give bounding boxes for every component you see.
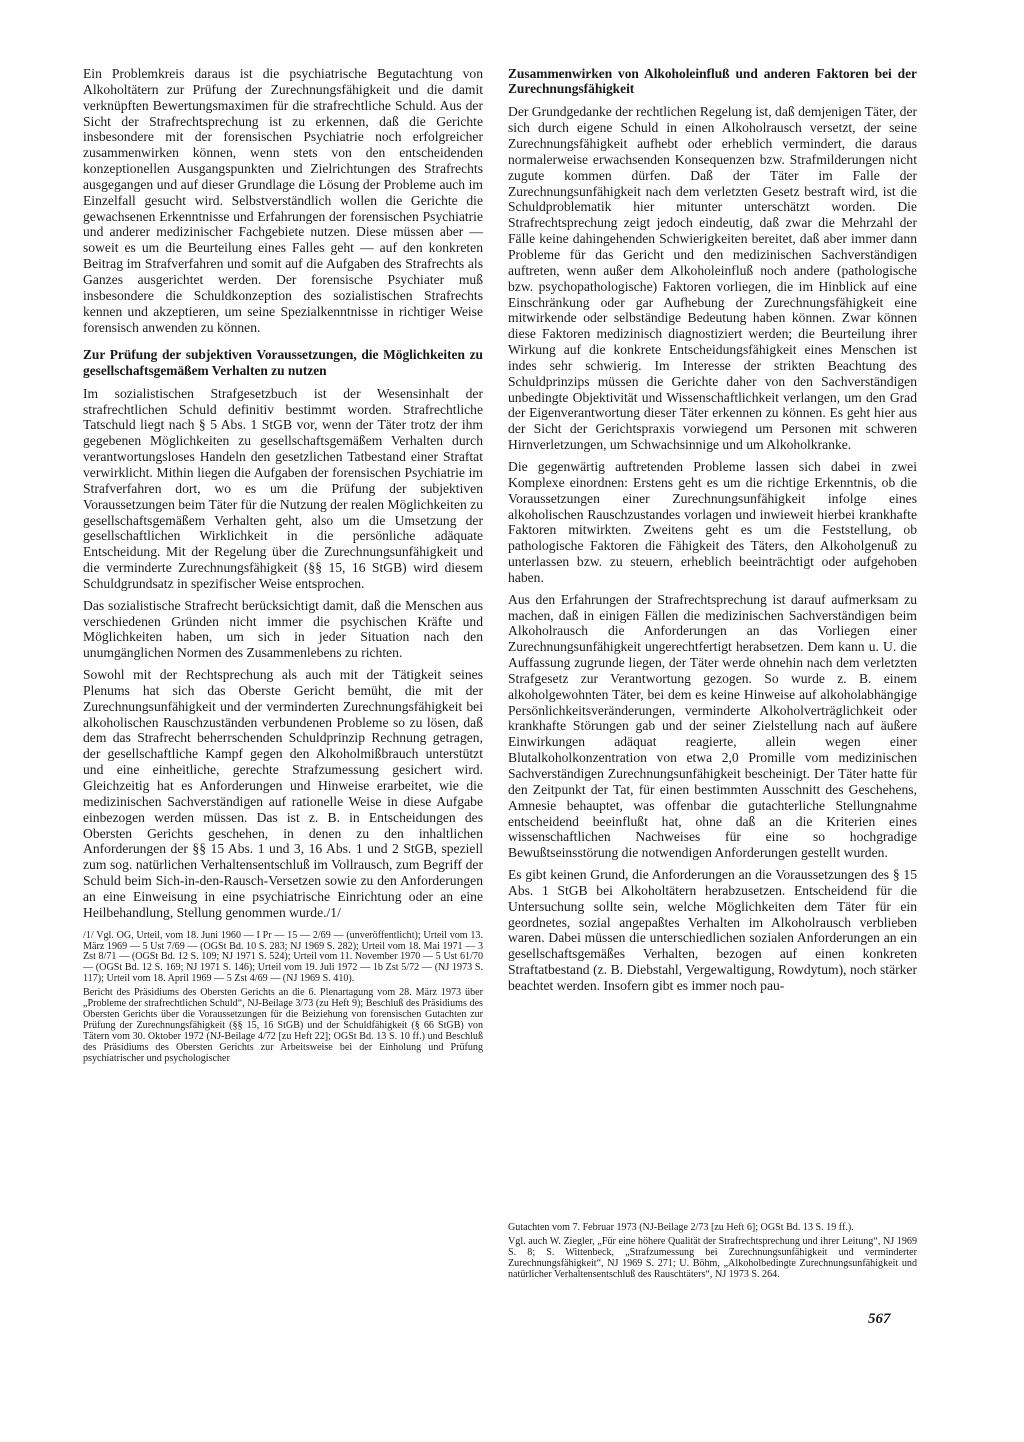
body-paragraph: Der Grundgedanke der rechtlichen Regelung ist, daß demjenigen Täter, der sich durch eigene Schuld in einen Alkoholrausch versetzt, der seine Zurechnungsfähigkeit aufhebt oder erheblich vermindert, die daraus normalerweise erwachsenden Konsequenzen bzw. Strafmilderungen nicht zugute kommen dürfen. Daß der Täter im Falle der Zurechnungsunfähigkeit nach dem verletzten Gesetz bestraft wird, ist die Schuldproblematik hier mitunter unterschätzt worden. Die Strafrechtsprechung zeigt jedoch eindeutig, daß zwar die Mehrzahl der Fälle keine dahingehenden Schwierigkeiten bereitet, daß aber immer dann Probleme für das Gericht und den medizinischen Sachverständigen auftreten, wenn außer dem Alkoholeinfluß noch andere (pathologische bzw. psychopathologische) Faktoren vorliegen, die im Hinblick auf eine Einschränkung oder gar Aufhebung der Zurechnungsfähigkeit eine mitwirkende oder selbständige Bedeutung haben können. Zwar können diese Faktoren medizinisch diagnostiziert werden; die Beurteilung ihrer Wirkung auf die konkrete Entscheidungsfähigkeit eines Menschen ist indes sehr schwierig. Im Interesse der strikten Beachtung des Schuldprinzips müssen die Gerichte daher von den Sachverständigen unbedingte Objektivität und Wissenschaftlichkeit verlangen, um den Grad der Eigenverantwortung dieser Täter erkennen zu können. Es geht hier aus der Sicht der Gerichtspraxis vorwiegend um Personen mit schweren Hirnverletzungen, um Schwachsinnige und um Alkoholkranke.	[508, 104, 917, 453]
section-heading: Zusammenwirken von Alkoholeinfluß und anderen Faktoren bei der Zurechnungsfähigkeit	[508, 66, 917, 97]
right-column	[508, 66, 917, 1000]
left-column	[83, 66, 483, 1067]
footnote: /1/ Vgl. OG, Urteil, vom 18. Juni 1960 — I Pr — 15 — 2/69 — (unveröffentlicht); Urteil vom 13. März 1969 — 5 Ust 7/69 — (OGSt Bd. 10 S. 283; NJ 1969 S. 282); Urteil vom 18. Mai 1971 — 3 Zst 8/71 — (OGSt Bd. 12 S. 109; NJ 1971 S. 524); Urteil vom 11. November 1970 — 5 Ust 61/70 — (OGSt Bd. 12 S. 169; NJ 1971 S. 146); Urteil vom 19. Juli 1972 — 1b Zst 5/72 — (NJ 1973 S. 117); Urteil vom 18. April 1969 — 5 Zst 4/69 — (NJ 1969 S. 410).	[83, 929, 483, 985]
section-heading: Zur Prüfung der subjektiven Voraussetzungen, die Möglichkeiten zu gesellschaftsgemäßem Verhalten zu nutzen	[83, 347, 483, 378]
page-number: 567	[868, 1311, 891, 1327]
body-paragraph: Die gegenwärtig auftretenden Probleme lassen sich dabei in zwei Komplexe einordnen: Erstens geht es um die richtige Erkenntnis, ob die Voraussetzungen einer Zurechnungsunfähigkeit infolge eines alkoholischen Rauschzustandes vorlagen und inwieweit hierbei krankhafte Faktoren mitwirkten. Zweitens geht es um die Feststellung, ob pathologische Faktoren die Fähigkeit des Täters, den Alkoholgenuß zu unterlassen bzw. zu steuern, erheblich beeinträchtigt oder aufgehoben haben.	[508, 458, 917, 585]
footnote: Gutachten vom 7. Februar 1973 (NJ-Beilage 2/73 [zu Heft 6]; OGSt Bd. 13 S. 19 ff.).	[508, 1222, 854, 1233]
body-paragraph: Sowohl mit der Rechtsprechung als auch mit der Tätigkeit seines Plenums hat sich das Oberste Gericht bemüht, die mit der Zurechnungsunfähigkeit und der verminderten Zurechnungsfähigkeit bei alkoholischen Rauschzuständen verbundenen Probleme so zu lösen, daß dem das Strafrecht beherrschenden Schuldprinzip Rechnung getragen, der gesellschaftliche Kampf gegen den Alkoholmißbrauch unterstützt und eine einheitliche, gerechte Strafzumessung gesichert wird. Gleichzeitig hat es Anforderungen und Hinweise erarbeitet, wie die medizinischen Sachverständigen auf rationelle Weise in diese Aufgabe einbezogen werden müssen. Das ist z. B. in Entscheidungen des Obersten Gerichts geschehen, in denen zu den inhaltlichen Anforderungen der §§ 15 Abs. 1 und 3, 16 Abs. 1 und 2 StGB, speziell zum sog. natürlichen Verhaltensentschluß im Vollrausch, zum Begriff der Schuld beim Sich-in-den-Rausch-Versetzen sowie zu den Anforderungen an eine Einweisung in eine psychiatrische Einrichtung oder an eine Heilbehandlung, Stellung genommen wurde./1/	[83, 667, 483, 920]
body-paragraph: Es gibt keinen Grund, die Anforderungen an die Voraussetzungen des § 15 Abs. 1 StGB bei Alkoholtätern herabzusetzen. Entscheidend für die Untersuchung sollte sein, welche Möglichkeiten dem Täter für ein geordnetes, sozial angepaßtes Verhalten im Alkoholrausch verblieben waren. Dabei müssen die unterschiedlichen sozialen Anforderungen an ein gesellschaftsgemäßes Verhalten, bezogen auf einen konkreten Straftatbestand (z. B. Diebstahl, Vergewaltigung, Rowdytum), noch stärker beachtet werden. Insofern gibt es immer noch pau-	[508, 867, 917, 993]
body-paragraph: Aus den Erfahrungen der Strafrechtsprechung ist darauf aufmerksam zu machen, daß in einigen Fällen die medizinischen Sachverständigen beim Alkoholrausch die Anforderungen an das Vorliegen einer Zurechnungsunfähigkeit ungerechtfertigt herabsetzen. Dem kann u. U. die Auffassung zugrunde liegen, der Täter werde ohnehin nach dem verletzten Strafgesetz zur Verantwortung gezogen. So wurde z. B. einem alkoholgewohnten Täter, bei dem es keine Hinweise auf alkoholabhängige Persönlichkeitsveränderungen, verminderte Alkoholverträglichkeit oder krankhafte Störungen gab und der seiner Zielstellung nach auf äußere Einwirkungen adäquat reagierte, allein wegen einer Blutalkoholkonzentration von etwa 2,0 Promille vom medizinischen Sachverständigen Zurechnungsunfähigkeit bescheinigt. Der Täter hatte für den Zeitpunkt der Tat, für einen bestimmten Ausschnitt des Geschehens, Amnesie behauptet, was offenbar die gutachterliche Stellungnahme entscheidend beeinflußt hat, ohne daß an die Kriterien eines wissenschaftlichen Nachweises für eine so hochgradige Bewußtseinsstörung die notwendigen Anforderungen gestellt wurden.	[508, 591, 917, 861]
footnotes-left	[83, 931, 483, 1065]
body-paragraph: Im sozialistischen Strafgesetzbuch ist der Wesensinhalt der strafrechtlichen Schuld definitiv bestimmt worden. Strafrechtliche Tatschuld liegt nach § 5 Abs. 1 StGB vor, wenn der Täter trotz der ihm gegebenen Möglichkeiten zu gesellschaftsgemäßem Verhalten durch verantwortungsloses Handeln den gesetzlichen Tatbestand einer Straftat verwirklicht. Mithin liegen die Aufgaben der forensischen Psychiatrie im Strafverfahren dort, wo es um die Prüfung der subjektiven Voraussetzungen beim Täter für die Nutzung der realen Möglichkeiten zu gesellschaftsgemäßem Verhalten geht, also um die Umsetzung der gesellschaftlichen Wirklichkeit in die persönliche adäquate Entscheidung. Mit der Regelung über die Zurechnungsunfähigkeit und die verminderte Zurechnungsfähigkeit (§§ 15, 16 StGB) wird diesem Schuldgrundsatz in spezifischer Weise entsprochen.	[83, 385, 483, 591]
body-paragraph: Das sozialistische Strafrecht berücksichtigt damit, daß die Menschen aus verschiedenen Gründen nicht immer die psychischen Kräfte und Möglichkeiten haben, um sich in jeder Situation nach den unumgänglichen Normen des Zusammenlebens zu richten.	[83, 597, 483, 661]
footnotes-right	[508, 1223, 917, 1284]
body-paragraph: Ein Problemkreis daraus ist die psychiatrische Begutachtung von Alkoholtätern zur Prüfung der Zurechnungsfähigkeit und die damit verknüpften Bewertungsmaximen für die strafrechtliche Schuld. Aus der Sicht der Strafrechtsprechung ist zu erkennen, daß die Gerichte insbesondere mit der forensischen Psychiatrie noch erfolgreicher zusammenwirken können, wenn stets von den entscheidenden konzeptionellen Ausgangspunkten und Zielrichtungen des Strafrechts ausgegangen und auf dieser Grundlage die Lösung der Probleme auch im Einzelfall gesucht wird. Selbstverständlich wollen die Gerichte die gewachsenen Erkenntnisse und Erfahrungen der forensischen Psychiatrie und anderer medizinischer Fachgebiete nutzen. Diese müssen aber — soweit es um die Beurteilung eines Falles geht — auf den konkreten Beitrag im Strafverfahren und somit auf die Aufgaben des Strafrechts als Ganzes ausgerichtet werden. Der forensische Psychiater muß insbesondere die Schuldkonzeption des sozialistischen Strafrechts kennen und akzeptieren, um seine Spezialkenntnisse in richtiger Weise forensisch anwenden zu können.	[83, 66, 483, 335]
footnote: Vgl. auch W. Ziegler, „Für eine höhere Qualität der Strafrechtsprechung und ihrer Leitung“, NJ 1969 S. 8; S. Wittenbeck, „Strafzumessung bei Zurechnungsunfähigkeit und verminderter Zurechnungsfähigkeit“, NJ 1969 S. 271; U. Böhm, „Alkoholbedingte Zurechnungsunfähigkeit und natürlicher Verhaltensentschluß des Rauschtäters“, NJ 1973 S. 264.	[508, 1235, 917, 1280]
footnote: Bericht des Präsidiums des Obersten Gerichts an die 6. Plenartagung vom 28. März 1973 über „Probleme der strafrechtlichen Schuld“, NJ-Beilage 3/73 (zu Heft 9); Beschluß des Präsidiums des Obersten Gerichts über die Voraussetzungen für die Beiziehung von forensischen Gutachten zur Prüfung der Zurechnungsfähigkeit (§§ 15, 16 StGB) und der Schuldfähigkeit (§ 66 StGB) von Tätern vom 30. Oktober 1972 (NJ-Beilage 4/72 [zu Heft 22]; OGSt Bd. 13 S. 10 ff.) und Beschluß des Präsidiums des Obersten Gerichts zur Arbeitsweise bei der Einholung und Prüfung psychiatrischer und psychologischer	[83, 987, 483, 1064]
